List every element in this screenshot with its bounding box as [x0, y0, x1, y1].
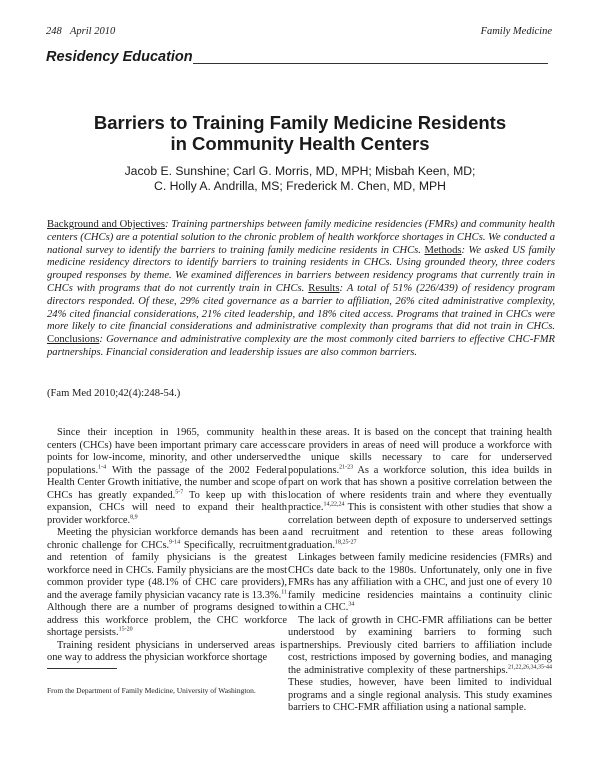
journal-name: Family Medicine [480, 26, 552, 37]
abstract-background-text: : Training partnerships between family medicine residencies (FMRs) and community health centers (CHCs) are a potential solution to the chronic problem of health workforce shortages in CHCs. We conducted a national survey to identify the barriers to training family medicine residents in CHCs. [47, 219, 555, 256]
section-rule [193, 63, 548, 64]
footnote-rule [47, 668, 117, 669]
citation: (Fam Med 2010;42(4):248-54.) [47, 388, 181, 399]
affiliation-footnote: From the Department of Family Medicine, University of Washington. [47, 686, 256, 695]
abstract-conclusions-text: : Governance and administrative complexity are the most commonly cited barriers to effective CHC-FMR partnerships. Financial consideration and leadership issues are also common barriers. [47, 334, 555, 358]
section-label: Residency Education [46, 49, 193, 65]
title-line-1: Barriers to Training Family Medicine Residents [93, 112, 507, 133]
body-paragraph: Meeting the physician workforce demands has been a chronic challenge for CHCs.$^{9-14}$ Specifically, recruitment and retention of family physicians is the greatest workforce need in CHCs. Family physicians are the most common provider type (48.1% of CHC care providers), and the average family physician vacancy rate is 13.3%.$^{11}$ Although there are a number of programs designed to address this workforce problem, the CHC workforce shortage persists.$^{15-20}$ [47, 527, 287, 638]
abstract-methods-label: Methods [424, 244, 462, 256]
body-paragraph: The lack of growth in CHC-FMR affiliations can be better understood by examining barriers to forming such partnerships. Previously cited barriers to affiliation include cost, restrictions imposed by governing bodies, and managing the administrative complexity of these partnerships.$^{21,22,26,34,35-44}$ These studies, however, have been limited to individual programs and a single regional analysis. This study examines barriers to CHC-FMR affiliation using a national sample. [288, 614, 552, 713]
authors-line-1: Jacob E. Sunshine; Carl G. Morris, MD, MPH; Misbah Keen, MD; [124, 164, 476, 178]
abstract-methods-text: : We asked US family medicine residency directors to identify barriers to training residents in CHCs. Using grounded theory, three coders grouped responses by theme. We examined differences in barriers between residency programs that currently train in CHCs with programs that do not currently train in CHCs. [47, 244, 555, 294]
author-list [0, 164, 600, 194]
abstract-background-label: Background and Objectives [47, 219, 165, 230]
abstract [47, 219, 555, 360]
body-column-right [288, 427, 552, 715]
body-paragraph: Since their inception in 1965, community health centers (CHCs) have been important primary care access points for low-income, minority, and other underserved populations.$^{1-4}$ With the passage of the 2002 Federal Health Center Growth initiative, the number and scope of CHCs has greatly expanded.$^{5-7}$ To keep up with this expansion, CHCs will need to expand their health provider workforce.$^{8,9}$ [47, 427, 287, 526]
authors-line-2: C. Holly A. Andrilla, MS; Frederick M. Chen, MD, MPH [154, 179, 446, 193]
title-line-2: in Community Health Centers [170, 133, 430, 154]
body-paragraph: Linkages between family medicine residencies (FMRs) and CHCs date back to the 1980s. Unfortunately, only one in five FMRs has any affiliation with a CHC, and just one of every 10 family medicine residencies maintains a continuity clinic within a CHC.$^{34}$ [288, 552, 552, 613]
abstract-results-text: : A total of 51% (226/439) of residency program directors responded. Of these, 29% cited governance as a barrier to affiliation, 26% cited administrative complexity, 24% cited financial considerations, 21% cited leadership, and 18% cited access. Programs that trained in CHCs were more likely to cite financial considerations and administrative complexity than programs that did not train in CHCs. [47, 282, 556, 333]
article-title [0, 112, 600, 154]
body-paragraph: in these areas. It is based on the concept that training health care providers in areas of need will produce a workforce with the unique skills necessary to care for underserved populations.$^{21-23}$ As a workforce solution, this idea builds in part on work that has shown a positive correlation between the location of where residents train and where they eventually practice.$^{14,22,24}$ This is consistent with other studies that show a correlation between depth of exposure to underserved settings and recruitment and retention to these areas following graduation.$^{18,25-27}$ [288, 427, 552, 551]
abstract-results-label: Results [308, 282, 340, 294]
body-paragraph: Training resident physicians in underserved areas is one way to address the physician workforce shortage [47, 639, 287, 663]
issue-date: April 2010 [70, 26, 116, 37]
page-number: 248 [46, 26, 62, 37]
abstract-conclusions-label: Conclusions [47, 334, 100, 346]
body-column-left [47, 427, 287, 665]
